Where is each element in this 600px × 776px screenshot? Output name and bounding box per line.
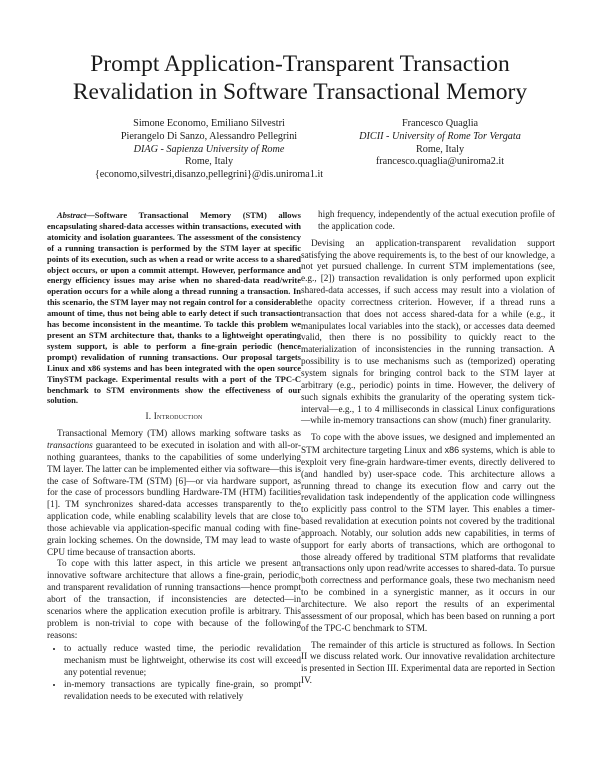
paper-title: Prompt Application-Transparent Transaction Revalidation in Software Transactional Memory — [72, 51, 528, 105]
bullet-list-continued — [301, 210, 555, 234]
author-email: francesco.quaglia@uniroma2.it — [375, 156, 505, 168]
text-run: guaranteed to be executed in isolation and with all-or-nothing guarantees, thanks to the capabilities of some underlying TM layer. The latter can be implemented either via software—this is the case of Software-TM (STM) [6]—or via hardware support, as for the case of processors bundling Hardware-TM (HTM) facilities [1]. TM synchronizes shared-data accesses transparently to the application code, while enabling scalability levels that are close to those achievable via application-specific manual coding with fine-grain locking schemes. On the downside, TM may lead to waste of CPU time because of transaction aborts. — [47, 441, 301, 558]
list-item: • to actually reduce wasted time, the periodic revalidation mechanism must be lightweight, otherwise its cost will exceed any potential revenue; — [64, 644, 301, 680]
paragraph: To cope with this latter aspect, in this article we present an innovative software architecture that allows a fine-grain, periodic, and transparent revalidation of running transactions—hence prompt abort of the transaction, if inconsistencies are detected—in scenarios where the application execution profile is arbitrary. This problem is non-trivial to cope with because of the following reasons: — [47, 559, 301, 641]
text-run: To cope with the above issues, we designed and implemented an STM architecture targeting Linux and — [301, 433, 555, 457]
author-names-line1: Simone Economo, Emiliano Silvestri — [133, 118, 285, 129]
paragraph — [47, 429, 301, 559]
abstract-dash: — — [86, 210, 95, 220]
text-run: systems, which is able to exploit very fine-grain hardware-timer events, directly delivered to (and handled by) user-space code. This architecture allows a running thread to change its execution flow and carry out the revalidation task independently of the application code willingness to explicitly pass control to the STM layer. This enables a timer-based revalidation at execution points not covered by the traditional approach. Notably, our solution adds new capabilities, in terms of support for early aborts of transactions, which are orthogonal to those already offered by traditional STM platforms that revalidate transactions only upon read/write accesses to shared-data. To pursue both correctness and performance goals, these two mechanism need to be combined in a synergistic manner, as it occurs in our architecture. We also report the results of an experimental assessment of our proposal, which has been based on running a port of the TPC-C benchmark to STM. — [301, 446, 556, 634]
list-item-continuation: high frequency, independently of the actual execution profile of the application code. — [318, 210, 555, 232]
abstract-text: Software Transactional Memory (STM) allows encapsulating shared-data accesses within transactions, executed with atomicity and isolation guarantees. The assessment of the consistency of a running transaction is performed by the STM layer at specific points of its execution, such as when a read or write access to a shared object occurs, or upon a commit attempt. However, performance and energy efficiency issues may arise when no shared-data read/write operation occurs for a while along a thread running a transaction. In this scenario, the STM layer may not regain control for a considerable amount of time, thus not being able to early detect if such transaction has become inconsistent in the meantime. To tackle this problem we present an STM architecture that, thanks to a lightweight operating system support, is able to perform a fine-grain periodic (hence prompt) revalidation of running transactions. Our proposal targets Linux and x86 systems and has been integrated with the open source TinySTM package. Experimental results with a port of the TPC-C benchmark to STM environments show the effectiveness of our solution. — [47, 210, 301, 406]
author-email: {economo,silvestri,disanzo,pellegrini}@dis.uniroma1.it — [94, 169, 324, 181]
author-affiliation: DICII - University of Rome Tor Vergata — [359, 130, 521, 142]
section-numeral: I. — [145, 412, 152, 423]
abstract — [47, 210, 301, 406]
author-city: Rome, Italy — [415, 143, 465, 155]
author-names-line1: Francesco Quaglia — [401, 118, 479, 129]
author-affiliation: DIAG - Sapienza University of Rome — [133, 143, 285, 155]
code-text: x86 — [444, 445, 460, 456]
author-block-left — [84, 118, 334, 182]
emphasis: transactions — [47, 441, 93, 451]
text-run: Transactional Memory (TM) allows marking software tasks as — [57, 429, 301, 440]
section-title: Introduction — [153, 412, 203, 423]
abstract-label: Abstract — [57, 210, 87, 220]
left-column — [47, 210, 301, 704]
bullet-list — [47, 644, 301, 703]
author-block-right — [340, 118, 540, 169]
author-city: Rome, Italy — [184, 156, 234, 168]
list-item: • in-memory transactions are typically fine-grain, so prompt revalidation needs to be executed with relatively — [64, 680, 301, 704]
paragraph — [301, 433, 555, 635]
paragraph: Devising an application-transparent revalidation support satisfying the above requirements is, to the best of our knowledge, a not yet pursued challenge. In current STM implementations (see, e.g., [2]) transaction revalidation is only performed upon explicit shared-data accesses, if such access may result into a violation of the opacity correctness criterion. However, if a thread runs a transaction that does not access shared-data for a while (e.g., it manipulates local variables into the stack), or accesses data deemed valid, then there is no possibility to quickly react to the materialization of inconsistencies in the running transaction. A possibility is to use mechanisms such as (temporized) operating system signals for bringing control back to the STM layer at arbitrary (e.g., periodic) points in time. However, the delivery of such signals exhibits the granularity of the operating system tick-interval—e.g., 1 to 4 milliseconds in classical Linux configurations—while in-memory transactions can show (much) finer granularity. — [301, 238, 555, 427]
right-column — [301, 210, 555, 688]
section-heading — [47, 412, 301, 424]
author-names-line2: Pierangelo Di Sanzo, Alessandro Pellegrini — [120, 130, 298, 142]
paragraph: The remainder of this article is structured as follows. In Section II we discuss related work. Our innovative revalidation architecture is presented in Section III. Experimental data are reported in Section IV. — [301, 640, 555, 687]
